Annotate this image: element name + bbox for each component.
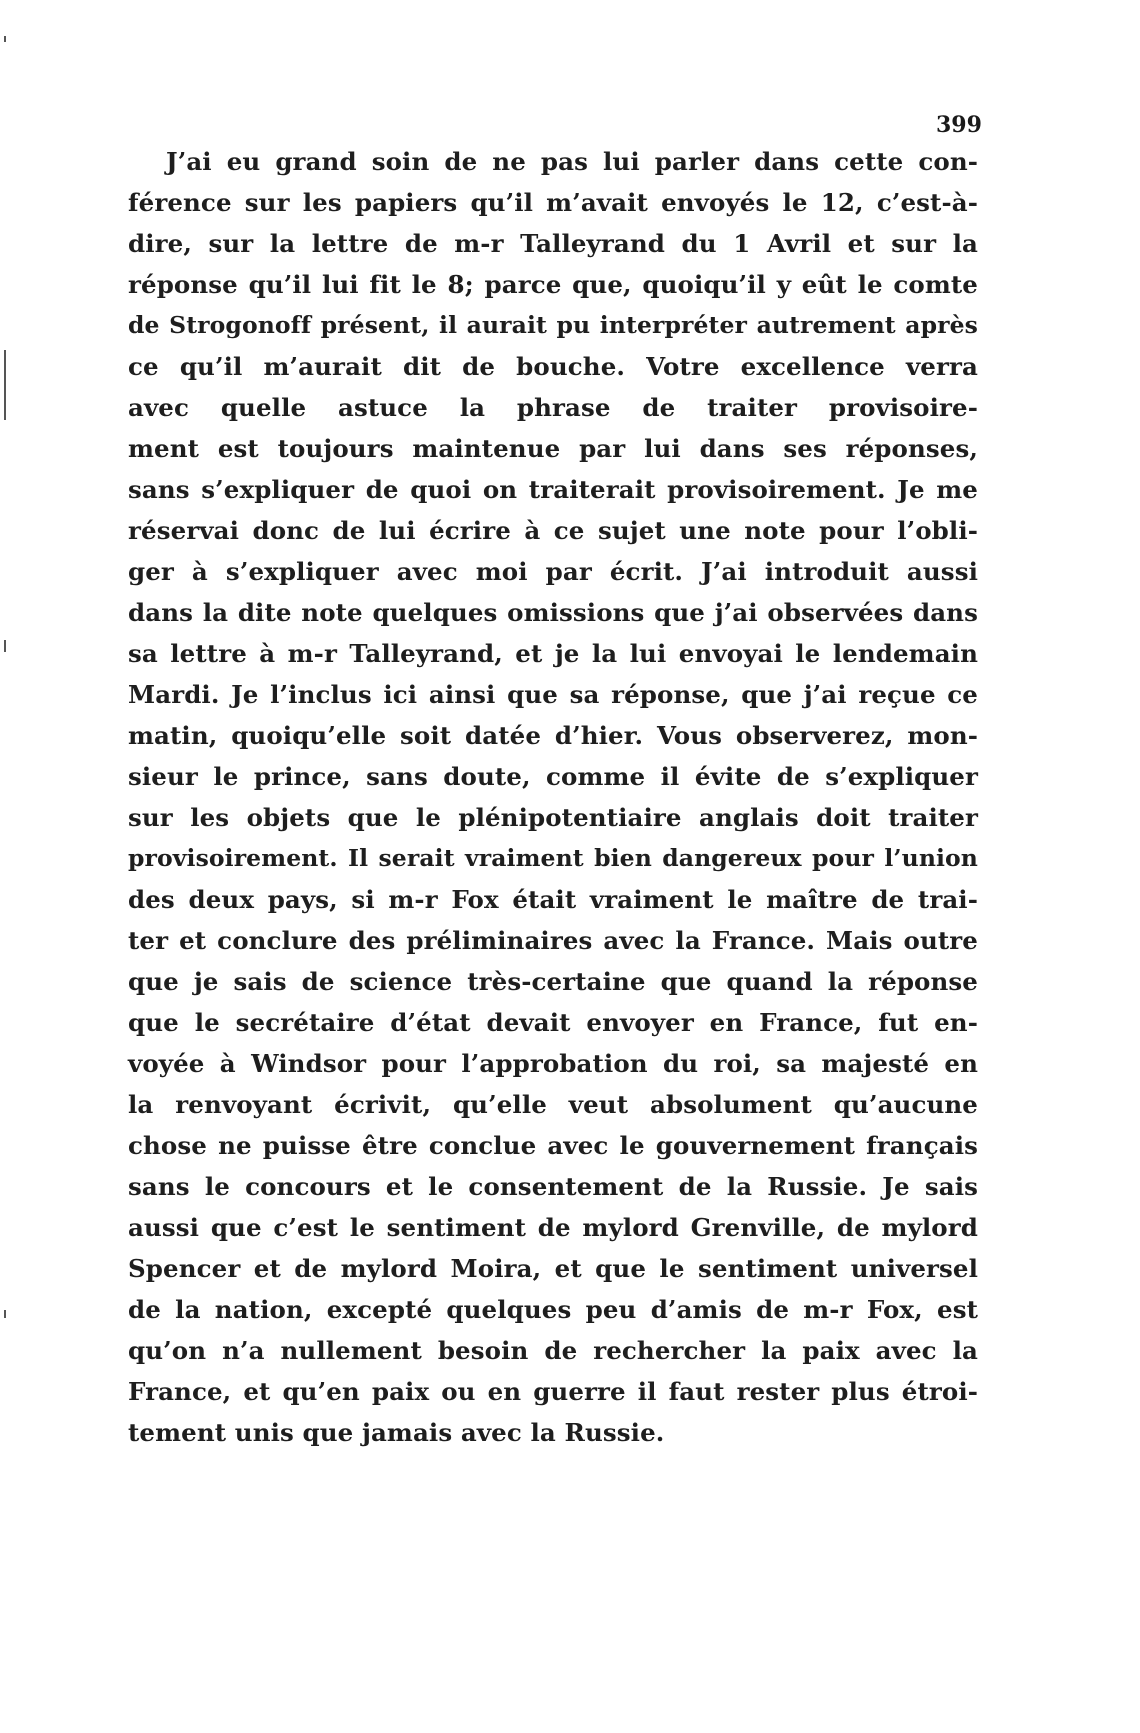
text-line: Mardi. Je l’inclus ici ainsi que sa réponse, que j’ai reçue ce xyxy=(128,680,978,709)
text-line: sans le concours et le consentement de la Russie. Je sais xyxy=(128,1172,978,1201)
text-line: ger à s’expliquer avec moi par écrit. J’ai introduit aussi xyxy=(128,557,978,586)
text-line: dans la dite note quelques omissions que j’ai observées dans xyxy=(128,598,978,627)
text-line: férence sur les papiers qu’il m’avait envoyés le 12, c’est-à- xyxy=(128,188,978,217)
text-line: J’ai eu grand soin de ne pas lui parler dans cette con- xyxy=(166,147,978,176)
text-line: sans s’expliquer de quoi on traiterait provisoirement. Je me xyxy=(128,475,978,504)
text-line: aussi que c’est le sentiment de mylord Grenville, de mylord xyxy=(128,1213,978,1242)
text-line: voyée à Windsor pour l’approbation du roi, sa majesté en xyxy=(128,1049,978,1078)
text-line: que je sais de science très-certaine que quand la réponse xyxy=(128,967,978,996)
text-line: ter et conclure des préliminaires avec la France. Mais outre xyxy=(128,926,978,955)
text-line: réservai donc de lui écrire à ce sujet une note pour l’obli- xyxy=(128,516,978,545)
text-line: sa lettre à m-r Talleyrand, et je la lui envoyai le lendemain xyxy=(128,639,978,668)
text-line: sur les objets que le plénipotentiaire anglais doit traiter xyxy=(128,803,978,832)
text-line: matin, quoiqu’elle soit datée d’hier. Vous observerez, mon- xyxy=(128,721,978,750)
text-line: Spencer et de mylord Moira, et que le sentiment universel xyxy=(128,1254,978,1283)
text-line: de Strogonoff présent, il aurait pu interpréter autrement après xyxy=(128,311,978,339)
text-line: sieur le prince, sans doute, comme il évite de s’expliquer xyxy=(128,762,978,791)
scan-edge-mark xyxy=(4,36,6,42)
text-line: qu’on n’a nullement besoin de rechercher la paix avec la xyxy=(128,1336,978,1365)
text-line: des deux pays, si m-r Fox était vraiment le maître de trai- xyxy=(128,885,978,914)
text-line: ment est toujours maintenue par lui dans ses réponses, xyxy=(128,434,978,463)
text-line: que le secrétaire d’état devait envoyer en France, fut en- xyxy=(128,1008,978,1037)
scan-edge-mark xyxy=(4,1310,6,1318)
text-line: ce qu’il m’aurait dit de bouche. Votre excellence verra xyxy=(128,352,978,381)
text-line: France, et qu’en paix ou en guerre il faut rester plus étroi- xyxy=(128,1377,978,1406)
text-line: réponse qu’il lui fit le 8; parce que, quoiqu’il y eût le comte xyxy=(128,270,978,299)
page-number: 399 xyxy=(936,112,982,138)
text-line: de la nation, excepté quelques peu d’amis de m-r Fox, est xyxy=(128,1295,978,1324)
text-line: la renvoyant écrivit, qu’elle veut absolument qu’aucune xyxy=(128,1090,978,1119)
text-line: tement unis que jamais avec la Russie. xyxy=(128,1418,665,1447)
text-line: dire, sur la lettre de m-r Talleyrand du 1 Avril et sur la xyxy=(128,229,978,258)
scan-edge-mark xyxy=(4,350,6,420)
text-line: provisoirement. Il serait vraiment bien dangereux pour l’union xyxy=(128,844,978,872)
text-line: chose ne puisse être conclue avec le gouvernement français xyxy=(128,1131,978,1160)
text-line: avec quelle astuce la phrase de traiter provisoire- xyxy=(128,393,978,422)
scan-edge-mark xyxy=(4,640,6,652)
